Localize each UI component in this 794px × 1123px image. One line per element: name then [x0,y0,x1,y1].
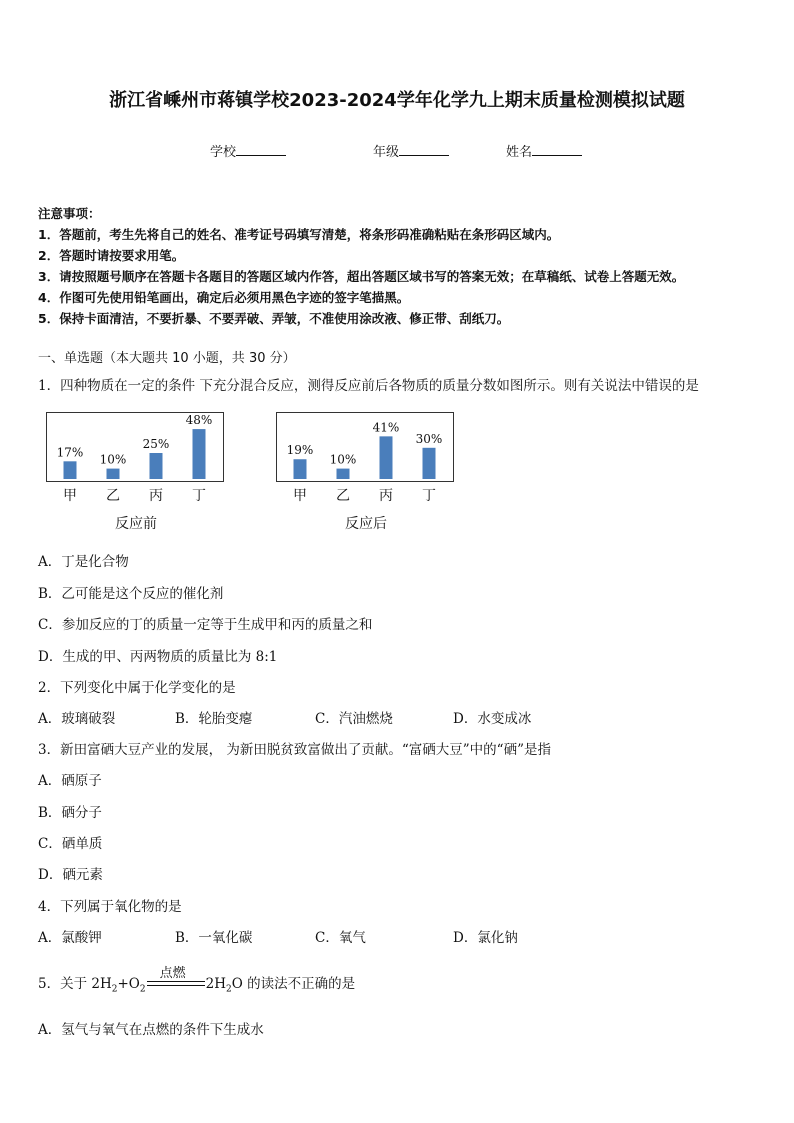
data-label: 17% [56,445,84,460]
category-label: 丁 [192,488,206,504]
chart-after-svg [277,413,453,481]
grade-field[interactable] [373,141,449,160]
bar-before-3 [193,429,206,479]
q5-suffix: 的读法不正确的是 [242,976,356,992]
note-item: 5．保持卡面清洁，不要折暴、不要弄破、弄皱，不准使用涂改液、修正带、刮纸刀。 [38,311,510,326]
q5-sub3: 2 [225,984,232,995]
bar-before-2 [150,453,163,479]
bar-after-2 [380,436,393,479]
note-item: 1．答题前，考生先将自己的姓名、准考证号码填写清楚，将条形码准确粘贴在条形码区域内。 [38,227,560,242]
data-label: 41% [372,420,400,435]
grade-label: 年级 [373,145,400,160]
category-label: 甲 [293,488,307,504]
q5-sub2: 2 [139,984,146,995]
q4-option-d[interactable]: D．氯化钠 [453,930,518,946]
category-label: 乙 [336,488,350,504]
notes-block [38,203,684,329]
q1-option-b[interactable]: B．乙可能是这个反应的催化剂 [38,586,224,602]
exam-title: 浙江省嵊州市蒋镇学校2023-2024学年化学九上期末质量检测模拟试题 [109,90,685,111]
name-blank[interactable] [532,143,582,156]
chart-before-frame [46,412,224,482]
q2-option-b[interactable]: B．轮胎变瘪 [175,711,253,727]
equation-condition: 点燃 [159,965,186,981]
q5-option-a[interactable]: A．氢气与氧气在点燃的条件下生成水 [38,1022,264,1038]
q5-stem [38,965,356,995]
category-label: 乙 [106,488,120,504]
bar-before-0 [64,461,77,479]
q4-option-a[interactable]: A．氯酸钾 [38,930,102,946]
category-label: 甲 [63,488,77,504]
q4-option-c[interactable]: C．氧气 [315,930,366,946]
q1-stem: 1．四种物质在一定的条件 下充分混合反应，测得反应前后各物质的质量分数如图所示。则有关说法中错误的是 [38,378,699,394]
name-label: 姓名 [506,145,533,160]
data-label: 25% [142,437,170,451]
school-field[interactable] [210,141,286,160]
q3-option-b[interactable]: B．硒分子 [38,805,102,821]
note-item: 4．作图可先使用铅笔画出，确定后必须用黑色字迹的签字笔描黑。 [38,290,410,305]
chart-title: 反应前 [115,516,157,532]
note-item: 2．答题时请按要求用笔。 [38,248,185,263]
q3-option-d[interactable]: D．硒元素 [38,867,103,883]
name-field[interactable] [506,141,582,160]
q2-option-c[interactable]: C．汽油燃烧 [315,711,393,727]
chart-before-svg [47,413,223,481]
bar-after-3 [423,448,436,479]
section-heading: 一、单选题（本大题共 10 小题，共 30 分） [38,351,296,366]
chart-title: 反应后 [345,516,387,532]
q5-prefix: 5．关于 2H [38,976,112,992]
data-label: 10% [329,452,357,467]
bar-after-0 [294,459,307,479]
q1-option-a[interactable]: A．丁是化合物 [38,554,129,570]
chart-before [46,410,226,535]
q1-option-d[interactable]: D．生成的甲、丙两物质的质量比为 8:1 [38,649,278,665]
grade-blank[interactable] [399,143,449,156]
q3-option-c[interactable]: C．硒单质 [38,836,103,852]
q5-plus: +O [117,976,140,992]
q5-sub1: 2 [111,984,118,995]
q2-option-d[interactable]: D．水变成冰 [453,711,532,727]
q3-option-a[interactable]: A．硒原子 [38,773,102,789]
note-item: 3．请按照题号顺序在答题卡各题目的答题区域内作答，超出答题区域书写的答案无效；在草稿纸、试卷上答题无效。 [38,269,685,284]
category-label: 丁 [422,488,436,504]
bar-after-1 [337,469,350,479]
q2-option-a[interactable]: A．玻璃破裂 [38,711,116,727]
school-label: 学校 [210,145,237,160]
equation-arrow [147,965,205,992]
q5-product-tail: O [231,976,243,992]
data-label: 10% [99,452,127,467]
data-label: 48% [185,413,213,428]
bar-before-1 [107,469,120,479]
data-label: 19% [286,443,314,458]
q2-stem: 2．下列变化中属于化学变化的是 [38,680,236,696]
q4-stem: 4．下列属于氧化物的是 [38,899,182,915]
category-label: 丙 [149,488,163,504]
school-blank[interactable] [236,143,286,156]
q1-option-c[interactable]: C．参加反应的丁的质量一定等于生成甲和丙的质量之和 [38,617,373,633]
q5-product: 2H [205,976,226,992]
q3-stem: 3．新田富硒大豆产业的发展， 为新田脱贫致富做出了贡献。“富硒大豆”中的“硒”是指 [38,742,551,758]
notes-heading: 注意事项： [38,206,101,221]
category-label: 丙 [379,488,393,504]
q4-option-b[interactable]: B．一氧化碳 [175,930,253,946]
chart-after [276,410,456,535]
chart-after-frame [276,412,454,482]
data-label: 30% [415,431,443,446]
